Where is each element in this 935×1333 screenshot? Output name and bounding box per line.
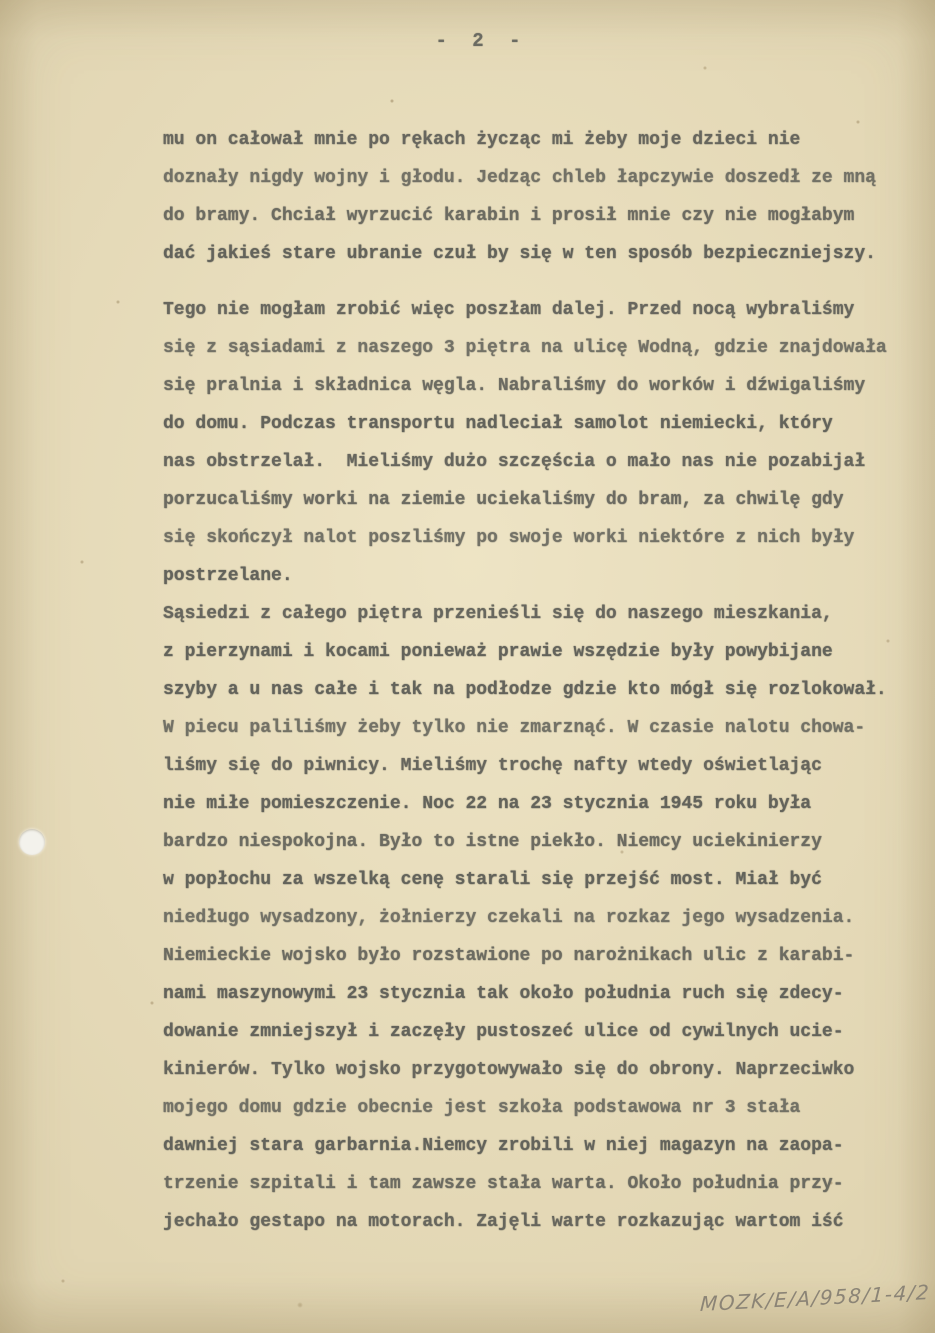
text-line: dawniej stara garbarnia.Niemcy zrobili w niej magazyn na zaopa-: [163, 1136, 844, 1156]
archival-reference: MOZK/E/A/958/1-4/2: [699, 1279, 931, 1317]
text-line: w popłochu za wszelką cenę starali się przejść most. Miał być: [163, 870, 822, 890]
text-line: kinierów. Tylko wojsko przygotowywało się do obrony. Naprzeciwko: [163, 1060, 855, 1080]
text-line: W piecu paliliśmy żeby tylko nie zmarznąć. W czasie nalotu chowa-: [163, 718, 866, 738]
text-line: nas obstrzelał. Mieliśmy dużo szczęścia o mało nas nie pozabijał: [163, 452, 866, 472]
text-line: się skończył nalot poszliśmy po swoje worki niektóre z nich były: [163, 528, 855, 548]
text-line: liśmy się do piwnicy. Mieliśmy trochę nafty wtedy oświetlając: [163, 756, 822, 776]
text-line: do domu. Podczas transportu nadleciał samolot niemiecki, który: [163, 414, 833, 434]
text-line: nami maszynowymi 23 stycznia tak około południa ruch się zdecy-: [163, 984, 844, 1004]
text-line: mojego domu gdzie obecnie jest szkoła podstawowa nr 3 stała: [163, 1098, 801, 1118]
text-line: z pierzynami i kocami ponieważ prawie wszędzie były powybijane: [163, 642, 833, 662]
text-line: trzenie szpitali i tam zawsze stała warta. Około południa przy-: [163, 1174, 844, 1194]
text-line: bardzo niespokojna. Było to istne piekło. Niemcy uciekinierzy: [163, 832, 822, 852]
text-line: do bramy. Chciał wyrzucić karabin i prosił mnie czy nie mogłabym: [163, 206, 855, 226]
text-line: porzucaliśmy worki na ziemie uciekaliśmy do bram, za chwilę gdy: [163, 490, 844, 510]
text-line: dowanie zmniejszył i zaczęły pustoszeć ulice od cywilnych ucie-: [163, 1022, 844, 1042]
text-line: jechało gestapo na motorach. Zajęli warte rozkazując wartom iść: [163, 1212, 844, 1232]
typed-paragraph-1: [163, 121, 923, 273]
text-line: się z sąsiadami z naszego 3 piętra na ulicę Wodną, gdzie znajdowała: [163, 338, 887, 358]
text-line: się pralnia i składnica węgla. Nabraliśmy do worków i dźwigaliśmy: [163, 376, 866, 396]
text-line: nie miłe pomieszczenie. Noc 22 na 23 stycznia 1945 roku była: [163, 794, 812, 814]
text-line: szyby a u nas całe i tak na podłodze gdzie kto mógł się rozlokował.: [163, 680, 887, 700]
page-number: - 2 -: [435, 30, 528, 52]
text-line: doznały nigdy wojny i głodu. Jedząc chleb łapczywie doszedł ze mną: [163, 168, 876, 188]
typed-paragraph-2: [163, 291, 923, 1241]
text-line: niedługo wysadzony, żołnierzy czekali na rozkaz jego wysadzenia.: [163, 908, 855, 928]
text-line: Niemieckie wojsko było rozstawione po narożnikach ulic z karabi-: [163, 946, 855, 966]
text-line: postrzelane.: [163, 566, 293, 586]
hole-punch: [19, 829, 45, 855]
text-line: Tego nie mogłam zrobić więc poszłam dalej. Przed nocą wybraliśmy: [163, 300, 855, 320]
text-line: mu on całował mnie po rękach życząc mi żeby moje dzieci nie: [163, 130, 801, 150]
text-line: dać jakieś stare ubranie czuł by się w ten sposób bezpieczniejszy.: [163, 244, 876, 264]
text-line: Sąsiedzi z całego piętra przenieśli się do naszego mieszkania,: [163, 604, 833, 624]
